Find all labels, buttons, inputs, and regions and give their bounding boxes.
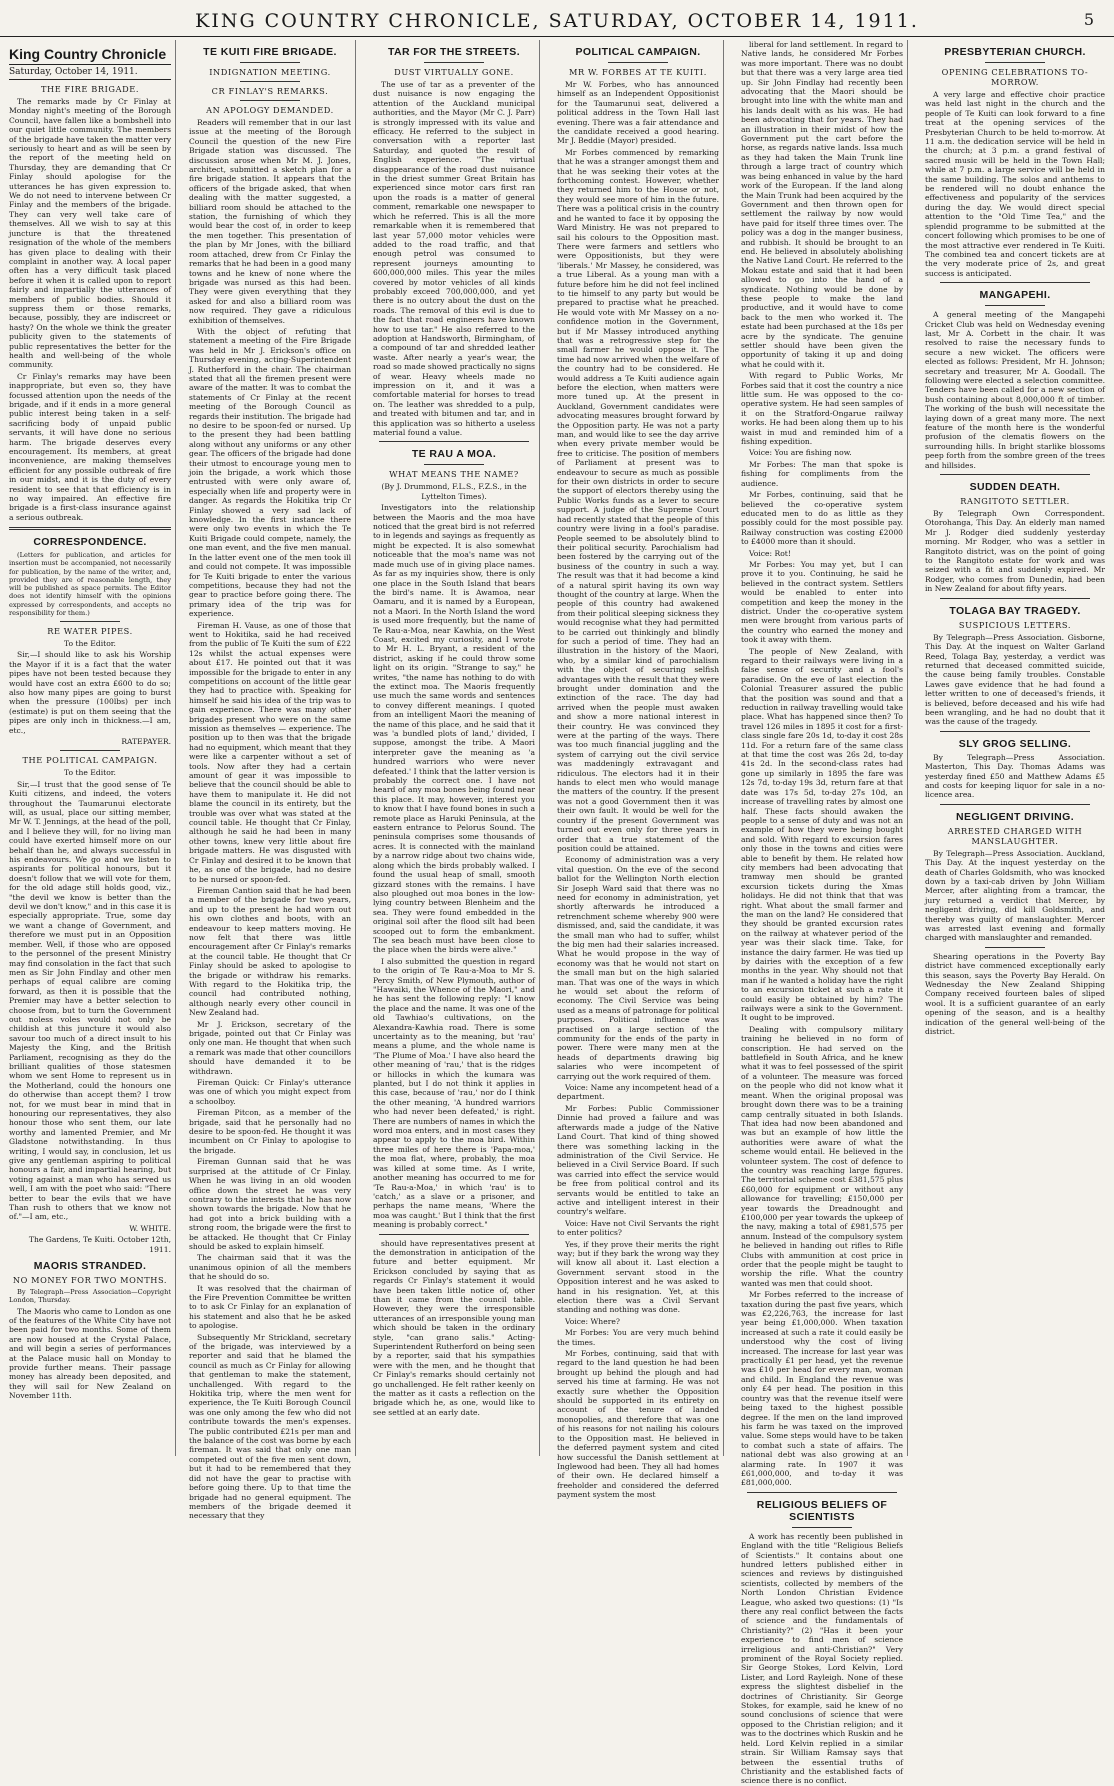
- divider: [379, 1234, 529, 1235]
- column-3: [369, 40, 540, 1456]
- fire-editorial-paragraph: Cr Finlay's remarks may have been inappropriate, but even so, they have focussed attention upon the needs of the brigade, and if it ends in a more general public interest being taken in a self-sacrificing body of unpaid public servants, it will have done no serious harm. The brigade deserves every encouragement. Its members, at great inconvenience, are making themselves efficient for any possible outbreak of fire in our midst, and it is the duty of every resident to see that that efficiency is in no way impaired. An effective fire brigade is a first-class insurance against a serious outbreak.: [9, 371, 171, 522]
- political-campaign-paragraph: Mr Forbes commenced by remarking that he was a stranger amongst them and that he was seeking their votes at the forthcoming contest. However, whether they returned him to the House or not, they would see more of him in the future. There was a political crisis in the country and he wanted to face it by opposing the Ward Ministry. He was not prepared to sail his colours to the Opposition mast. There were farmers and settlers who were Oppositionists, but they were 'liberals.' Mr Massey, he considered, was a true Liberal. As a young man with a future before him he did not feel inclined to tie himself to any party but would be prepared to practise what he preached. He would vote with Mr Massey on a no-confidence motion in the Government, but if Mr Massey introduced anything that was a retrogressive step for the small farmer he would oppose it. The time had now arrived when the welfare of the country had to be considered. He would address a Te Kuiti audience again before the election, when matters were more tuned up. At the present in Auckland, Government candidates were advocating measures brought forward by the Opposition party. He was not a party man, and would like to see the day arrive when every private member would be free to criticise. The position of members of Parliament at present was to endeavour to secure as much as possible for their own districts in order to secure the support of electors thereby using the Public Works funds as a lever to secure support. A judge of the Supreme Court had recently stated that the people of this country were living in a fool's paradise. People seemed to be absolutely blind to their political security. Parochialism had been fostered by the carrying out of the business of the country in such a way. The result was that it had become a kind of a natural spirit having its own way thought of the country at large. When the people of this country had awakened from their political sleeping sickness they would recognise what they had permitted to be carried out thinkingly and blindly for such a period of time. They had an illustration in the history of the Maori, who, by a similar kind of parochialism with the object of securing selfish advantages with the result that they were brought under domination and the extinction of the race. The day had arrived when the people must awaken and show a more national interest in their country. He was convinced they were at the parting of the ways. There was too much financial juggling and the system of carrying out the civil service was maddeningly extravagant and ridiculous. The electors had it in their hands to elect men who would manage the matters of the country. If the present was not a good Government then it was their own fault. It would be well for the country if the present Government was turned out even only for three years in order that a true statement of the position could be attained.: [557, 147, 719, 853]
- water-pipes-heading: RE WATER PIPES.: [47, 625, 133, 636]
- political-campaign-paragraph: Mr Forbes: You are very much behind the times.: [557, 1328, 719, 1347]
- political-letter-place: The Gardens, Te Kuiti. October 12th, 1911.: [28, 1235, 171, 1254]
- political-campaign-continued: Voice: Rot!: [749, 548, 791, 558]
- divider: [747, 1492, 897, 1493]
- fire-brigade-paragraph: Fireman Cantion said that he had been a member of the brigade for two years, and up to the present he had worn out his own clothes and boots, with an endeavour to keep matters moving. He now felt that there was little encouragement after Cr Finlay's remarks at the council table. He thought that Cr Finlay should be asked to apologise to the brigade or withdraw his remarks. With regard to the Hokitika trip, the council had contributed nothing, although nearly every other council in New Zealand had.: [189, 885, 351, 1018]
- paper-date: Saturday, October 14, 1911.: [9, 64, 171, 80]
- religious-beliefs-heading: RELIGIOUS BELIEFS OF SCIENTISTS: [756, 1498, 888, 1523]
- negligent-driving-subheading: ARRESTED CHARGED WITH MANSLAUGHTER.: [947, 825, 1083, 846]
- divider: [792, 1527, 852, 1528]
- political-campaign-continued: liberal for land settlement. In regard to Native lands, he considered Mr Forbes was more important. There was no doubt but that there was a very large area tied up. Sir John Findlay had recently been advocating that the Maori should be brought into line with the white man and his lands dealt with as his was. He had been advocating that for years. They had an illustration in their midst of how the Government put the cart before the horse, as regards native lands. Issa much as they had taken the Main Trunk line through a large tract of country which was being enhanced in value by the hard work of the European. If the land along the Main Trunk had been acquired by the Government and then thrown open for settlement the railway by now would have paid for itself three times over. The policy was a dog in the manger business, and rubbish. It should be brought to an end. He believed in absolutely abolishing the Native Land Court. He referred to the Mokau estate and said that it had been allowed to go into the hand of a syndicate. Nothing would be done by these people to make the land productive, and it would have to come back to the men who worked it. The estate had been purchased at the 18s per acre by the syndicate. The genuine settler should have been given the opportunity of taking it up and doing what he could with it.: [741, 40, 903, 369]
- fire-brigade-paragraph: Subsequently Mr Strickland, secretary of the brigade, was interviewed by a reporter and said that he blamed the council as much as Cr Finlay for allowing that gentleman to make the statement, unchallenged. With regard to the Hokitika trip, where the men went for experience, the Te Kuiti Borough Council was one only among the few who did not contribute towards the men's expenses. The public contributed £21s per man and the balance of the cost was borne by each fireman. It was said that only one man competed out of the five men sent down, but it had to be remembered that they did not have the gear to practise with before going there. Up to that time the brigade had no general equipment. The members of the brigade deemed it necessary that they: [189, 1332, 352, 1521]
- negligent-driving-heading: NEGLIGENT DRIVING.: [955, 810, 1075, 823]
- poverty-bay-body: Shearing operations in the Poverty Bay district have commenced exceptionally early this season, says the Poverty Bay Herald. On Wednesday the New Zealand Shipping Company received fourteen bales of sliped wool. It is a sufficient guarantee of an early opening of the season, and is a healthy indication of the general well-being of the district.: [925, 951, 1105, 1037]
- presbyterian-subheading: OPENING CELEBRATIONS TO-MORROW.: [941, 67, 1089, 87]
- presbyterian-heading: PRESBYTERIAN CHURCH.: [944, 46, 1086, 58]
- column-1: [5, 40, 176, 1456]
- water-pipes-signature: RATEPAYER.: [121, 736, 171, 746]
- divider: [940, 598, 1090, 599]
- fire-brigade-paragraph: The chairman said that it was the unanimous opinion of all the members that he should do so.: [189, 1253, 351, 1282]
- fire-brigade-paragraph: Fireman Quick: Cr Finlay's utterance was one of which you might expect from a schoolboy.: [189, 1078, 351, 1106]
- divider: [240, 62, 300, 63]
- correspondence-note: (Letters for publication, and articles for insertion must be accompanied, not necessarily for publication, by the name of the writer, and, provided they are of reasonable length, they will be published as space permits. The Editor does not identify himself with the opinions expressed by correspondents, and accepts no responsibility for them.): [9, 551, 171, 617]
- divider: [424, 62, 484, 63]
- political-campaign-continued: The people of New Zealand, with regard to their railways were living in a false sense of security and a fool's paradise. On the eve of last election the Colonial Treasurer assured the public that the position was sound and that a reduction in railway travelling would take place. What has happened since then? To travel 126 miles in 1895 it cost for a first-class single fare 20s 1d, to-day it cost 28s 11d. For a return fare of the same class at that time the cost was 26s 2d, to-day 41s 2d. In the second-class rates had gone up similarly in 1895 the fare was 12s 7d, to-day 19s 3d, return fare at that date was 17s 5d, to-day 27s 10d, an increase of travelling rates by almost one half. These facts should awaken the people to a sense of duty and was not an example of how they were being bought and sold. With regard to excursion fares only those in the towns and cities were able to benefit by them. He related how city members had been advocating that tramway men should be granted excursion tickets during the Xmas holidays. He did not think that that was right. What about the small farmer and the man on the land? He considered that they should be granted excursion rates on the railway at whatever period of the year was their slack time. Take, for instance the dairy farmer. He was tied up by dairies with the exception of a few months in the year. Why should not that man if he wanted a holiday have the right to an excursion ticket at such a rate it could easily be obtained by him? The railways were a sink to the Government. It ought to be improved.: [741, 646, 903, 1023]
- water-pipes-letter: Sir,—I should like to ask his Worship the Mayor if it is a fact that the water pipes have not been tested because they would have cost an extra £600 to do so; also how many pipes are going to burst when the pressure (100lbs) per inch (estimate) is put on them seeing that the pipes are only inch in thickness.—I am, etc.,: [9, 650, 171, 735]
- political-campaign-subheading: MR W. FORBES AT TE KUITI.: [569, 67, 707, 77]
- political-campaign-paragraph: Mr W. Forbes, who has announced himself as an Independent Oppositionist for the Taumarunui seat, delivered a political address in the Town Hall last evening. There was a fair attendance and the candidate received a good hearing. Mr J. Beddie (Mayor) presided.: [557, 80, 719, 146]
- divider: [240, 81, 300, 82]
- political-letter-body: Sir,—I trust that the good sense of Te Kuiti citizens, and indeed, the voters throughout the Taumarunui electorate will, as usual, place our sitting member, Mr W. T. Jennings, at the head of the poll, and I believe they will, for no living man could have exerted himself more on our behalf than he, and always successful in his endeavours. We go and we listen to aspirants for political honours, but it doesn't follow that we will vote for them, for the old adage still holds good, viz., "the devil we know is better than the devil we don't know," and in this case it is especially appropriate. True, some day we want a change of Government, and therefore we must put in an Opposition member. Well, if those who are opposed to the personnel of the present Ministry may find consolation in the fact that such men as Sir John Findlay and other men perhaps of equal calibre are coming forward, as then it is possible that the Premier may have a better selection to choose from, but to turn the Government out noless voles would not only be childish at this juncture it would also savour too much of a direct insult to his Majesty the King, and the British Parliament, recognising as they do the brilliant qualities of those statesmen whom we sent Home to represent us in the Motherland, could the honours one do otherwise than accept them? I trow not, for we must bear in mind that in honouring our representatives, they also honour those who sent them, our late worthy and lamented Premier, and Mr Gladstone notwithstanding. In thus writing, I would say, in conclusion, let us give any gentleman aspiring to political honours a fair, and impartial hearing, but voting against a man who has served us well, I am with the poet who said: "There better to bear the evils that we have Than rush to others that we know not of."—I am, etc.,: [9, 779, 171, 1222]
- tolaga-heading: TOLAGA BAY TRAGEDY.: [949, 604, 1081, 617]
- column-6: [921, 40, 1109, 1456]
- political-letter-signature: W. WHITE.: [129, 1223, 171, 1233]
- fire-brigade-paragraph: Fireman H. Vause, as one of those that went to Hokitika, said he had received from the public of Te Kuiti the sum of £22 12s whilst the actual expenses were about £17. He pointed out that it was impossible for the brigade to enter in any competitions on account of the little gear they had to practice with. Speaking for himself he said his idea of the trip was to gain experience. There was many other brigades present who were on the same mission as themselves — experience. The position up to then was that the brigade had no equipment, which meant that they were like a carpenter without a set of tools. Now after they had a certain amount of gear it was impossible to believe that the council should be able to have them to manipulate it. He did not blame the council in its entirety, but the trouble was over what was stated at the council table. He thought that Cr Finlay, although he said he had been in many other towns, knew very little about fire brigade matters. He was disgusted with Cr Finlay and desired it to be known that he, as one of the brigade, had no desire to be nursed or spoon-fed.: [189, 620, 351, 884]
- political-campaign-continued: Voice: You are fishing now.: [749, 448, 852, 458]
- divider: [60, 621, 120, 622]
- mangapehi-body: A general meeting of the Mangapehi Cricket Club was held on Wednesday evening last, Mr A. Corbett in the chair. It was resolved to raise the necessary funds to secure a new wicket. The officers were elected as follows: President, Mr H. Johnson; secretary and treasurer, Mr A. Goodall. The following were elected a selection committee. Tenders have been called for a new section of bush containing about 8,000,000 ft of timber. The working of the bush will necessitate the laying down of a great many more. The next feature of the month here is the wonderful profusion of the clematis flowers on the surrounding hills. In bright starlike blossoms peep forth from the sombre green of the trees and hillsides.: [925, 310, 1105, 470]
- political-campaign-paragraph: Voice: Where?: [565, 1316, 620, 1326]
- rau-a-moa-paragraph: I also submitted the question in regard to the origin of Te Rau-a-Moa to Mr S. Percy Smith, of New Plymouth, author of "Hawaiki, the Whence of the Maori," and he has sent the following reply: "I know the place and the name. It was one of the old Tawhiao's cultivations, on the Alexandra-Kawhia road. There is some uncertainty as to the meaning, but 'rau' means a plume, and the whole name is 'The Plume of Moa.' I have also heard the other meaning of 'rau,' that is the ridges or hillocks in which the kumara was planted, but I do not think it applies in this case, because of 'rau,' nor do I think the other meaning, 'A hundred warriors who had never been defeated,' is right. There are numbers of names in which the word moa enters, and in most cases they appear to apply to the moa bird. Within three miles of here there is 'Papa-moa,' the moa flat, where, probably, the moa was killed at some time. As I write, another meaning has occurred to me for 'Te Rau-a-Moa,' in which 'rau' is to 'catch,' as a slave or a prisoner, and perhaps the name means, 'Where the moa was caught.' But I think that the first meaning is probably correct.": [373, 956, 535, 1230]
- political-campaign-continued: Mr Forbes, continuing, said that he believed the co-operative system educated men to do as little as they possibly could for the most possible pay. Railway construction was costing £2000 to £4000 more than it should.: [741, 490, 903, 547]
- tolaga-body: By Telegraph—Press Association. Gisborne, This Day. At the inquest on Walter Garland Reed, Tolaga Bay, yesterday, a verdict was returned that deceased committed suicide, the cause being family troubles. Constable Lawes gave evidence that he had found a letter written to one of deceased's friends, it is believed, before deceased and his wife had been wrangling, and he had no doubt that it was the cause of the tragedy.: [925, 632, 1105, 727]
- maoris-dateline: By Telegraph—Press Association—Copyright London, Thursday.: [9, 1288, 171, 1305]
- fire-editorial-heading: THE FIRE BRIGADE.: [40, 84, 140, 94]
- tar-subheading: DUST VIRTUALLY GONE.: [394, 67, 514, 77]
- divider: [985, 305, 1045, 306]
- divider: [940, 731, 1090, 732]
- column-5: [737, 40, 908, 1786]
- column-2: [185, 40, 356, 1521]
- tar-heading: TAR FOR THE STREETS.: [387, 46, 521, 58]
- rau-a-moa-paragraph: Investigators into the relationship between the Maoris and the moa have noticed that the great bird is not referred to in legends and sayings as frequently as might be expected. It is also somewhat noticeable that the moa's name was not made much use of in giving place names. As far as my inquiries show, there is only one place in the South Island that bears the bird's name. It is Awamoa, near Oamaru, and it is named by a European, not a Maori. In the North Island the word is used more frequently, but the name of Te Rau-a-Moa, near Kawhia, on the West Coast, excited my curiosity, and I wrote to Mr H. L. Bryant, a resident of the district, asking if he could throw some light on its origin. "Strange to say," he writes, "the name has nothing to do with the extinct moa. The Maoris frequently use much the same words and sentences to convey different meanings. I quoted from an intelligent Maori the meaning of the name of this place, and he said that it was 'a bundled plots of land,' divided, I suppose, amongst the tribe. A Maori interpreter gave the meaning as 'a hundred warriors who were never defeated.' I think that the latter version is probably the correct one. I have not heard of any moa bones being found near this place. It may, however, interest you to know that I have found bones in such a remote place as Haruki Peninsula, at the eastern entrance to Pelorus Sound. The peninsula comprises some thousands of acres. It is connected with the mainland by a narrow ridge about two chains wide, along which the birds probably walked. I found the usual heap of small, smooth gizzard stones with the remains. I have also ploughed out moa bones in the low-lying country between Blenheim and the sea. They were found embedded in the original soil after the flood silt had been scooped out to form the embankment. The sea beach must have been close to the place when the birds were alive.": [373, 503, 535, 955]
- political-campaign-continued: With regard to Public Works, Mr Forbes said that it cost the country a nice little sum. He was opposed to the co-operative system. He had seen samples of it on the Stratford-Ongarue railway works. He had been along them up to his waist in mud and reminded him of a fishing expedition.: [741, 371, 903, 447]
- fire-editorial-paragraph: The remarks made by Cr Finlay at Monday night's meeting of the Borough Council, have fallen like a bombshell into our quiet little community. The members of the brigade have taken the matter very seriously to heart and as will be seen by the report of the meeting held on Thursday, they are demanding that Cr Finlay should apologise for the utterances he has given expression to. We do not need to intervene between Cr Finlay and the members of the brigade. They can very well take care of themselves. All we wish to say at this juncture is that the threatened resignation of the whole of the members has given place to dealing with their complaint in another way. A local paper often has a very difficult task placed before it when it is called upon to report fairly and impartially the utterances of members of public bodies. Should it suppress them or those remarks, because, possibly, they are indiscreet or hasty? On the whole we think the greater publicity given to the statements of public representatives the better for the health and well-being of the whole community.: [9, 97, 171, 370]
- fire-brigade-heading: TE KUITI FIRE BRIGADE.: [203, 46, 337, 58]
- divider: [240, 100, 300, 101]
- political-campaign-paragraph: Voice: Have not Civil Servants the right to enter politics?: [557, 1218, 719, 1238]
- sly-grog-body: By Telegraph—Press Association. Masterton, This Day. Thomas Adams was yesterday fined £50 and Matthew Adams £5 and costs for keeping liquor for sale in a no-licence area.: [925, 752, 1105, 800]
- political-campaign-continued: Mr Forbes referred to the increase of taxation during the past five years, which was £2,226,763, the increase for last year being £1,000,000. When taxation increased at such a rate it could easily be understood why the cost of living increased. The increase for last year was practically £1 per head, yet the revenue was £10 per head for every man, woman and child. In England the revenue was only £4 per head. The position in this country was that the revenue itself were being taxed to the highest possible degree. If the men on the land improved his farm he was taxed on the improved value. Some steps would have to be taken to combat such a state of affairs. The national debt was also growing at an alarming rate. In 1907 it was £61,000,000, and to-day it was £81,000,000.: [741, 1290, 903, 1488]
- columns: [5, 40, 1109, 1786]
- page-number: 5: [1083, 10, 1094, 29]
- political-campaign-paragraph: Economy of administration was a very vital question. On the eve of the second ballot for the Wellington North election Sir Joseph Ward said that there was no need for economy in administration, yet shortly afterwards he introduced a retrenchment scheme whereby 900 were dismissed, and, said the candidate, it was the small man who had to suffer, whilst the big men had their salaries increased. What he would propose in the way of economy was that he would not start on the small man but on the high salaried man. That was one of the ways in which he would set about the reform of economy. The Civil Service was being used as a means of patronage for political purposes. Political influence was practised on a large section of the community for the ends of the party in power. There were many men at the heads of departments drawing big salaries who were incompetent of carrying out the work required of them.: [557, 855, 719, 1081]
- correspondence-heading: CORRESPONDENCE.: [33, 536, 147, 549]
- masthead-title: KING COUNTRY CHRONICLE, SATURDAY, OCTOBER 14, 1911.: [195, 10, 919, 32]
- masthead: [0, 8, 1114, 37]
- column-4: [553, 40, 724, 1500]
- presbyterian-body: A very large and effective choir practice was held last night in the church and the people of Te Kuiti can look forward to a fine treat at the opening services of the Presbyterian Church to be held to-morrow. At 11 a.m. the dedication service will be held in the church; at 3 p.m. a grand festival of sacred music will be held in the Town Hall; while at 7 p.m. a large service will be held in the same building. The solos and anthems to be rendered will no doubt enhance the effectiveness and popularity of the services during the day. We would direct special attention to the "Old Time Tea," and the splendid programme to be submitted at the concert following which promises to be one of the most attractive ever rendered in Te Kuiti. The combined tea and concert tickets are at the very moderate price of 2s, and great success is anticipated.: [925, 90, 1105, 278]
- sly-grog-heading: SLY GROG SELLING.: [958, 737, 1072, 750]
- divider: [940, 804, 1090, 805]
- divider: [9, 527, 171, 530]
- political-campaign-continued: Dealing with compulsory military training he believed in no form of conscription. He had served on the battlefield in South Africa, and he knew what it was to feel possessed of the spirit of a volunteer. The measure was forced on the people who did not know what it meant. When the original proposal was brought down there was to be a training camp centrally situated in both Islands. That idea had now been abandoned and was but an example of how little the authorities were aware of what the scheme would entail. He believed in the volunteer system. The cost of defence to the country was reaching large figures. The territorial scheme cost £381,575 plus £60,000 for equipment or without any allowance for travelling; £150,000 per year towards the Dreadnought and £100,000 per year towards the upkeep of the navy, making a total of £981,575 per annum. Instead of the compulsory system he believed in handing out rifles to Rifle Clubs with ammunition at cost price in order that the people might be taught to worship the rifle. What the country wanted was men that could shoot.: [741, 1024, 903, 1288]
- fire-brigade-paragraph: Fireman Gunnan said that he was surprised at the attitude of Cr Finlay. When he was living in an old wooden office down the street he was very contrary to the interests that he has now shown towards the brigade. Now that he had got into a brick building with a strong room, the brigade were the first to be attacked. He thought that Cr Finlay should be asked to explain himself.: [189, 1157, 351, 1251]
- sudden-death-body: By Telegraph Own Correspondent. Otorohanga, This Day. An elderly man named Mr J. Rodger died suddenly yesterday morning. Mr Rodger, who was a settler in Rangitoto district, was on the point of going to the Rangitoto estate for work and was seized with a fit and suddenly expired. Mr Rodger, who comes from Dunedin, had been in New Zealand for about fifty years.: [925, 509, 1105, 594]
- divider: [985, 62, 1045, 63]
- tar-paragraph: The use of tar as a preventer of the dust nuisance is now engaging the attention of the Auckland municipal authorities, and the Mayor (Mr C. J. Parr) is strongly impressed with its value and efficacy. He referred to the subject in conversation with a reporter last Saturday, and quoted the result of English experience. "The virtual disappearance of the road dust nuisance in the driest summer Great Britain has experienced since motor cars first ran upon the roads is a matter of general comment, remarkable one newspaper to which he referred. This is all the more remarkable when it is remembered that last year 57,000 motor vehicles were added to the road traffic, and that enough petrol was consumed to represent journeys amounting to 600,000,000 miles. This year the miles covered by motor vehicles of all kinds probably exceed 700,000,000, and yet there is no outcry about the dust on the roads. The removal of this evil is due to the fact that road engineers have known how to use tar." He also referred to the adoption at Handsworth, Birmingham, of a compound of tar and shredded leather waste. After nearly a year's wear, the road so made showed practically no signs of wear. Heavy wheels made no impression on it, and it was a comfortable material for horses to tread on. The leather was shredded to a pulp, and treated with bitumen and tar, and in this application was so hitherto a useless material found a value.: [373, 80, 535, 438]
- fire-brigade-subheading: CR FINLAY'S REMARKS.: [211, 86, 329, 96]
- divider: [379, 441, 529, 442]
- divider: [940, 474, 1090, 475]
- political-campaign-paragraph: Mr Forbes: Public Commissioner Dinnie had proved a failure and was afterwards made a judge of the Native Land Court. That kind of thing showed there was something lacking in the administration of the Civil Service. He believed in a Civil Service Board. If such was carried into effect the service would be free from political control and its servants would be entitled to take an active and intelligent interest in their country's welfare.: [557, 1103, 719, 1217]
- divider: [985, 947, 1045, 948]
- fire-brigade-paragraph: Mr J. Erickson, secretary of the brigade, pointed out that Cr Finlay was only one man. He thought that when such a remark was made that other councillors should have demanded it to be withdrawn.: [189, 1019, 351, 1076]
- religious-beliefs-body: A work has recently been published in England with the title "Religious Beliefs of Scientists." It contains about one hundred letters published either in sciences and reviews by distinguished scientists, collected by members of the North London Christian Evidence League, who asked two questions: (1) "Is there any real conflict between the facts of science and the fundamentals of Christianity?" (2) "Has it been your experience to find men of science irreligious and anti-Christian?" Very prominent of the Royal Society replied. Sir George Stokes, Lord Kelvin, Lord Lister, and Lord Rayleigh. None of these express the slightest disbelief in the doctrines of Christianity. Sir George Stokes, for example, said he knew of no sound conclusions of science that were opposed to the Christian religion; and it was to the doctrines which Ruskin and he held. Lord Kelvin replied in a similar strain. Sir William Ramsay says that between the essential truths of Christianity and the established facts of science there is no conflict.: [741, 1531, 903, 1786]
- fire-brigade-subheading: AN APOLOGY DEMANDED.: [206, 105, 334, 115]
- political-campaign-continued: Mr Forbes: You may yet, but I can prove it to you. Continuing, he said he believed in the contract system. Settlers would be enabled to enter into competition and keep the money in the district. Under the co-operative system men were brought from various parts of the country who earned the money and took it away with them.: [741, 559, 903, 645]
- rau-a-moa-subheading: WHAT MEANS THE NAME?: [389, 469, 519, 480]
- political-letter-to: To the Editor.: [64, 768, 116, 778]
- political-campaign-continued: Mr Forbes: The man that spoke is fishing for compliments from the audience.: [741, 459, 903, 488]
- tolaga-subheading: SUSPICIOUS LETTERS.: [958, 619, 1072, 630]
- negligent-driving-body: By Telegraph—Press Association. Auckland, This Day. At the inquest yesterday on the death of Charles Goldsmith, who was knocked down by a taxi-cab driven by John William Mercer, after alighting from a tramcar, the jury returned a verdict that Mercer, by negligent driving, did kill Goldsmith, and thereby was guilty of manslaughter. Mercer was arrested last evening and formally charged with manslaughter and remanded.: [925, 848, 1105, 943]
- water-pipes-to: To the Editor.: [64, 638, 116, 648]
- divider: [940, 282, 1090, 283]
- fire-brigade-paragraph: It was resolved that the chairman of the Fire Prevention Committee be written to to ask Cr Finlay for an explanation of his statement and also that he be asked to apologise.: [189, 1283, 351, 1331]
- sudden-death-heading: SUDDEN DEATH.: [969, 481, 1061, 494]
- political-campaign-paragraph: Voice: Name any incompetent head of a department.: [557, 1083, 719, 1102]
- divider: [608, 62, 668, 63]
- maoris-heading: MAORIS STRANDED.: [33, 1260, 147, 1273]
- political-campaign-paragraph: Yes, if they prove their merits the right way; but if they bark the wrong way they will know all about it. Last election a Government servant stood in the Opposition interest and he was asked to hand in his resignation. Yet, at this election there was a Civil Servant standing and nothing was done.: [557, 1239, 719, 1315]
- rau-a-moa-byline: (By J. Drummond, F.L.S., F.Z.S., in the Lyttelton Times).: [381, 482, 527, 501]
- political-letter-heading: THE POLITICAL CAMPAIGN.: [22, 755, 158, 766]
- fire-brigade-continued: should have representatives present at the demonstration in anticipation of the future and better equipment. Mr Erickson concluded by saying that as regards Cr Finlay's statement it would have been taken little notice of, other than it came from the council table. However, they were the irresponsible utterances of an irresponsible young man which should be taken in the ordinary style, "can grano salis." Acting-Superintendent Rutherford on being seen by a reporter, said that his sympathies were with the men, and he thought that Cr Finlay's remarks should certainly not go unchallenged. He felt rather keenly on the matter as it casts a reflection on the brigade which he, as one, would like to see settled at an early date.: [373, 1238, 535, 1417]
- maoris-body: The Maoris who came to London as one of the features of the White City have not been paid for two months. Some of them are now housed at the Crystal Palace, and will begin a series of performances at the Palace music hall on Monday to provide further means. Their passage money has already been deposited, and they will sail for New Zealand on November 11th.: [9, 1306, 171, 1401]
- political-campaign-paragraph: Mr Forbes, continuing, said that with regard to the land question he had been brought up behind the plough and had served his time at farming. He was not exactly sure whether the Opposition should be supported in its entirety on account of the tenure of landed monopolies, and therefore that was one of his reasons for not nailing his colours to the Opposition mast. He believed in the deferred payment system and cited how successful the Danish settlement at Inglewood had been. They all had homes of their own. He declared himself a freeholder and considered the deferred payment system the most: [557, 1349, 719, 1500]
- political-campaign-heading: POLITICAL CAMPAIGN.: [575, 46, 701, 58]
- fire-brigade-paragraph: Readers will remember that in our last issue at the meeting of the Borough Council the question of the new Fire Brigade station was discussed. The discussion arose when Mr M. J. Jones, architect, submitted a sketch plan for a fire brigade station. It appears that the officers of the brigade asked, that when dealing with the matter suggested, a billiard room should be attached to the station, the furnishing of which they would bear the cost of, in order to keep the men together. This presentation of the plan by Mr Jones, with the billiard room attached, drew from Cr Finlay the remarks that he had been in a good many towns and he knew of none where the brigade was nursed as this had been. They were given everything that they asked for and also a billiard room was now required. They gave a ridiculous exhibition of themselves.: [189, 118, 351, 325]
- sudden-death-subheading: RANGITOTO SETTLER.: [960, 496, 1070, 507]
- divider: [424, 464, 484, 465]
- fire-brigade-paragraph: Fireman Pitcon, as a member of the brigade, said that he personally had no desire to be spoon-fed. He thought it was incumbent on Cr Finlay to apologise to the brigade.: [189, 1108, 351, 1155]
- paper-name: King Country Chronicle: [9, 46, 167, 62]
- mangapehi-heading: MANGAPEHI.: [979, 289, 1051, 302]
- fire-brigade-paragraph: With the object of refuting that statement a meeting of the Fire Brigade was held in Mr J. Erickson's office on Thursday evening, acting-Superintendent J. Rutherford in the chair. The chairman stated that all the firemen present were aware of the matter. It was to combat the statements of Cr Finlay at the recent meeting of the Borough Council as regards their institution. The brigade had no desire to be spoon-fed or nursed. Up to the present they had been battling along without any uniforms or any other gear. The officers of the brigade had done their utmost to encourage young men to join the brigade, a work which those entrusted with were only aware of, especially when life and property were in danger. As regards the Hokitika trip Cr Finlay showed a very sad lack of knowledge. In the first instance there were only two events in which the Te Kuiti Brigade could compete, namely, the one man event, and the five men manual. In the latter event one of the men took ill and could not compete. It was impossible for Te Kuiti brigade to enter the various competitions, because they had not the gear to practice before going there. The primary idea of the trip was for experience.: [189, 326, 351, 619]
- maoris-subheading: NO MONEY FOR TWO MONTHS.: [12, 1275, 168, 1286]
- divider: [60, 750, 120, 751]
- fire-brigade-subheading: INDIGNATION MEETING.: [209, 67, 331, 77]
- rau-a-moa-heading: TE RAU A MOA.: [411, 448, 497, 461]
